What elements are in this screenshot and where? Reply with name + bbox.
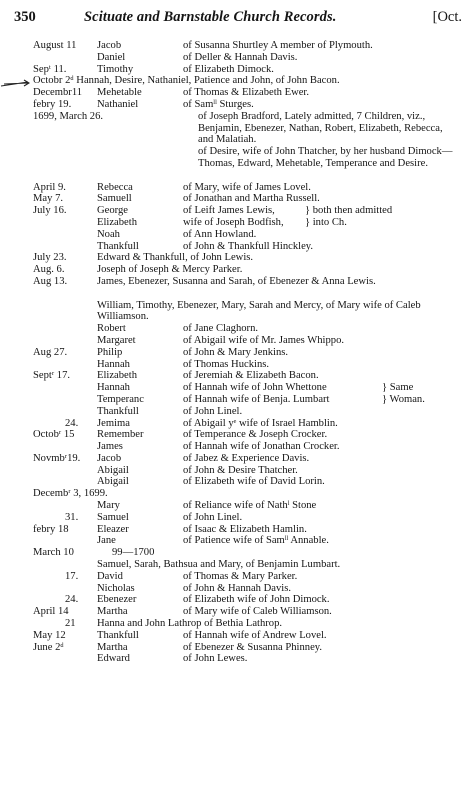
parent-record: of Hannah wife of Benja. Lumbart [183,393,330,405]
entry-row [0,559,470,571]
parent-record: of John & Thankfull Hinckley. [183,240,314,252]
child-name: Jacob [97,40,122,51]
entry-row [0,500,470,512]
entry-date: March 10 [33,547,74,559]
entry-date: April 14 [33,606,69,618]
child-name: Philip [97,346,123,358]
entry-row [0,535,470,547]
child-name: Rebecca [97,181,133,193]
child-name: Daniel [97,51,126,63]
parent-record: of Thomas Huckins. [183,358,270,370]
entry-row [0,441,470,453]
parent-record: of Elizabeth wife of John Dimock. [183,594,330,606]
parent-record: of Thomas & Mary Parker. [183,570,298,582]
child-name: Margaret [97,334,136,346]
parent-record: of Leift James Lewis, [183,205,275,217]
entry-row [0,583,470,595]
entry-date: Sepᵗ 11. [33,63,67,75]
parent-record: of Hannah wife of Jonathan Crocker. [183,441,340,453]
entry-row [0,524,470,536]
entry-row [0,594,470,606]
parent-record: of John & Mary Jenkins. [183,346,289,358]
entry-row [0,75,470,87]
entry-date: May 7. [33,193,64,205]
baptism-entries [0,40,470,665]
entry-year-range: 99—1700 [112,547,155,559]
child-name: Elizabeth [97,216,138,228]
entry-date: July 16. [33,205,67,217]
entry-day: 21 [65,618,76,630]
entry-date: Octobʳ 15 [33,429,75,441]
child-name: Mehetable [97,87,142,99]
entry-row [0,618,470,630]
parent-record: of Joseph Bradford, Lately admitted, 7 Children, viz., Benjamin, Ebenezer, Nathan, Robert, Elizabeth, Rebecca, and Malatiah. [198,110,443,146]
entry-row [0,488,470,500]
child-name: Hannah [97,358,130,370]
child-name: Martha [97,641,128,653]
parent-record: of John Linel. [183,405,243,417]
entry-date: Aug 13. [33,275,68,287]
child-name: Ebenezer [97,594,137,606]
entry-row [0,512,470,524]
child-name: Temperanc [97,393,144,405]
entry-row [0,217,470,229]
parent-record: of Jonathan and Martha Russell. [183,193,320,205]
entry-date: April 9. [33,181,66,193]
entry-row [0,276,470,300]
entry-date: June 2ᵈ [33,641,64,653]
entry-row [0,64,470,76]
child-name: David [97,570,123,582]
parent-record: of Thomas & Elizabeth Ewer. [183,87,310,99]
child-name: Edward [97,653,130,665]
entry-row [0,630,470,642]
entry-date: Septʳ 17. [33,370,71,382]
parent-record: of John & Desire Thatcher. [183,464,298,476]
entry-row [0,476,470,488]
entry-row [0,335,470,347]
entry-row [0,99,470,111]
parent-record: of Ebenezer & Susanna Phinney. [183,641,323,653]
parent-record: of Desire, wife of John Thatcher, by her husband Dimock—Thomas, Edward, Mehetable, Temperance and Desire. [198,146,453,169]
entry-row [0,429,470,441]
page-number: 350 [14,9,36,25]
entry-date: Aug. 6. [33,264,65,276]
child-name: Thankfull [97,405,139,417]
parent-record: of John Lewes. [183,653,248,665]
margin-note: } into Ch. [305,216,347,228]
entry-row [0,653,470,665]
entry-line: Samuel, Sarah, Bathsua and Mary, of Benjamin Lumbart. [97,559,341,571]
entry-row [0,347,470,359]
entry-date: Decembr11 [33,87,83,99]
entry-row [0,146,470,181]
child-name: Nathaniel [97,98,139,110]
child-name: Nicholas [97,582,135,594]
parent-record: of Hannah wife of John Whettone [183,382,327,394]
parent-record: of John Linel. [183,511,243,523]
entry-row [0,394,470,406]
parent-record: of Elizabeth wife of David Lorin. [183,476,325,488]
entry-line: William, Timothy, Ebenezer, Mary, Sarah and Mercy, of Mary wife of Caleb Williamson. [97,299,421,323]
entry-row [0,264,470,276]
entry-row [0,571,470,583]
child-name: Abigail [97,476,129,488]
entry-day: 31. [65,511,79,523]
entry-date: May 12 [33,629,66,641]
parent-record: of Mary wife of Caleb Williamson. [183,606,332,618]
entry-date: Novmbʳ19. [33,452,81,464]
parent-record: of Samˡˡ Sturges. [183,98,254,110]
parent-record: of Jabez & Experience Davis. [183,452,310,464]
entry-day: 24. [65,594,79,606]
margin-note: } Woman. [382,393,425,405]
child-name: Abigail [97,464,129,476]
parent-record: of Hannah wife of Andrew Lovel. [183,629,327,641]
parent-record: of John & Hannah Davis. [183,582,291,594]
child-name: Robert [97,323,126,335]
entry-row [0,642,470,654]
parent-record: of Patience wife of Samˡˡ Annable. [183,535,329,547]
entry-row [0,406,470,418]
entry-date: August 11 [33,40,77,51]
parent-record: of Ann Howland. [183,228,257,240]
entry-row [0,87,470,99]
child-name: Eleazer [97,523,129,535]
parent-record: of Elizabeth Dimock. [183,63,274,75]
entry-row [0,111,470,146]
page-header [14,9,462,32]
entry-date: Aug 27. [33,346,68,358]
child-name: Jemima [97,417,130,429]
parent-record: of Susanna Shurtley A member of Plymouth. [183,40,373,51]
parent-record: of Jeremiah & Elizabeth Bacon. [183,370,319,382]
entry-row [0,241,470,253]
entry-row [0,370,470,382]
entry-row [0,52,470,64]
child-name: Joseph of Joseph & Mercy Parker. [97,264,243,276]
entry-date: febry 18 [33,523,69,535]
running-title: Scituate and Barnstable Church Records. [84,9,337,25]
entry-row [0,606,470,618]
child-name: Timothy [97,63,134,75]
child-name: George [97,205,128,217]
child-name: James [97,441,123,453]
margin-note: } Same [382,382,414,394]
entry-row [0,252,470,264]
child-name: Jane [97,535,116,547]
entry-line: Hanna and John Lathrop of Bethia Lathrop. [97,618,283,630]
margin-note: } both then admitted [305,205,393,217]
entry-line: James, Ebenezer, Susanna and Sarah, of Ebenezer & Anna Lewis. [97,275,376,287]
child-name: Mary [97,500,120,512]
child-name: Samuel [97,511,129,523]
parent-record: of Mary, wife of James Lovel. [183,181,311,193]
entry-date: July 23. [33,252,67,264]
child-name: Noah [97,228,120,240]
entry-day: 24. [65,417,79,429]
entry-date: 1699, March 26. [33,110,104,122]
entry-row [0,40,470,52]
entry-line: Octobr 2ᵈ Hannah, Desire, Nathaniel, Patience and John, of John Bacon. [33,75,340,87]
parent-record: of Abigail wife of Mr. James Whippo. [183,334,345,346]
entry-row [0,205,470,217]
entry-row [0,193,470,205]
entry-row [0,182,470,194]
child-name: Thankfull [97,629,139,641]
parent-record: of Abigail yᵉ wife of Israel Hamblin. [183,417,338,429]
child-name: Remember [97,429,144,441]
entry-row [0,453,470,465]
child-name: Thankfull [97,240,139,252]
parent-record: of Deller & Hannah Davis. [183,51,298,63]
parent-record: of Reliance wife of Nathˡ Stone [183,500,317,512]
child-name: Hannah [97,382,130,394]
parent-record: of Temperance & Joseph Crocker. [183,429,328,441]
entry-row [0,323,470,335]
child-name: Edward & Thankfull, of John Lewis. [97,252,254,264]
parent-record: wife of Joseph Bodfish, [183,216,284,228]
parent-record: of Isaac & Elizabeth Hamlin. [183,523,307,535]
entry-row [0,300,470,324]
entry-row [0,359,470,371]
entry-line: Decembʳ 3, 1699. [33,488,108,500]
entry-day: 17. [65,570,79,582]
child-name: Elizabeth [97,370,138,382]
child-name: Samuell [97,193,132,205]
entry-row [0,547,470,559]
header-month: [Oct. [432,9,462,25]
child-name: Martha [97,606,128,618]
child-name: Jacob [97,452,122,464]
parent-record: of Jane Claghorn. [183,323,259,335]
entry-date: febry 19. [33,98,72,110]
entry-row [0,465,470,477]
entry-row [0,418,470,430]
entry-row [0,229,470,241]
entry-row [0,382,470,394]
